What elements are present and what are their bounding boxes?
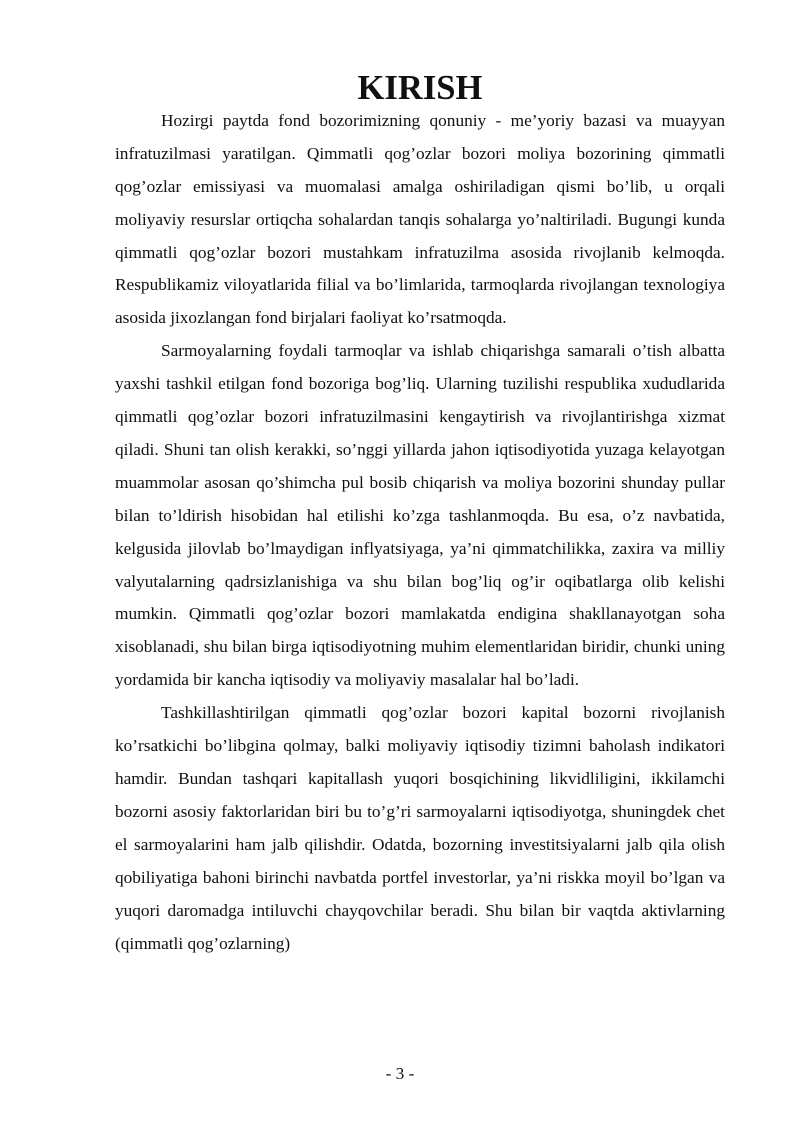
paragraph-2: Sarmoyalarning foydali tarmoqlar va ishlab chiqarishga samarali o’tish albatta yaxshi tashkil etilgan fond bozoriga bog’liq. Ularning tuzilishi respublika xududlarida qimmatli qog’ozlar bozori infratuzilmasini kengaytirish va rivojlantirishga xizmat qiladi. Shuni tan olish kerakki, so’nggi yillarda jahon iqtisodiyotida yuzaga kelayotgan muammolar asosan qo’shimcha pul bosib chiqarish va moliya bozorini shunday pullar bilan to’ldirish hisobidan hal etilishi ko’zga tashlanmoqda. Bu esa, o’z navbatida, kelgusida jilovlab bo’lmaydigan inflyatsiyaga, ya’ni qimmatchilikka, zaxira va milliy valyutalarning qadrsizlanishiga va shu bilan bog’liq og’ir oqibatlarga olib kelishi mumkin. Qimmatli qog’ozlar bozori mamlakatda endigina shakllanayotgan soha xisoblanadi, shu bilan birga iqtisodiyotning muhim elementlaridan biridir, chunki uning yordamida bir kancha iqtisodiy va moliyaviy masalalar hal bo’ladi. <box>115 341 725 690</box>
paragraph-1: Hozirgi paytda fond bozorimizning qonuniy - me’yoriy bazasi va muayyan infratuzilmasi yaratilgan. Qimmatli qog’ozlar bozori moliya bozorining qimmatli qog’ozlar emissiyasi va muomalasi amalga oshiriladigan qismi bo’lib, u orqali moliyaviy resurslar ortiqcha sohalardan tanqis sohalarga yo’naltiriladi. Bugungi kunda qimmatli qog’ozlar bozori mustahkam infratuzilma asosida rivojlanib kelmoqda. Respublikamiz viloyatlarida filial va bo’limlarida, tarmoqlarda rivojlangan texnologiya asosida jixozlangan fond birjalari faoliyat ko’rsatmoqda. <box>115 110 725 328</box>
document-page <box>115 69 725 960</box>
page-number: - 3 - <box>385 1064 415 1083</box>
paragraph-3: Tashkillashtirilgan qimmatli qog’ozlar bozori kapital bozorni rivojlanish ko’rsatkichi bo’libgina qolmay, balki moliyaviy iqtisodiy tizimni baholash indikatori hamdir. Bundan tashqari kapitallash yuqori bosqichining likvidliligini, ikkilamchi bozorni asosiy faktorlaridan biri bu to’g’ri sarmoyalarni iqtisodiyotga, shuningdek chet el sarmoyalarini ham jalb qilishdir. Odatda, bozorning investitsiyalarni jalb qila olish qobiliyatiga bahoni birinchi navbatda portfel investorlar, ya’ni riskka moyil bo’lgan va yuqori daromadga intiluvchi chayqovchilar beradi. Shu bilan bir vaqtda aktivlarning (qimmatli qog’ozlarning) <box>115 703 725 953</box>
document-title: KIRISH <box>357 69 483 107</box>
